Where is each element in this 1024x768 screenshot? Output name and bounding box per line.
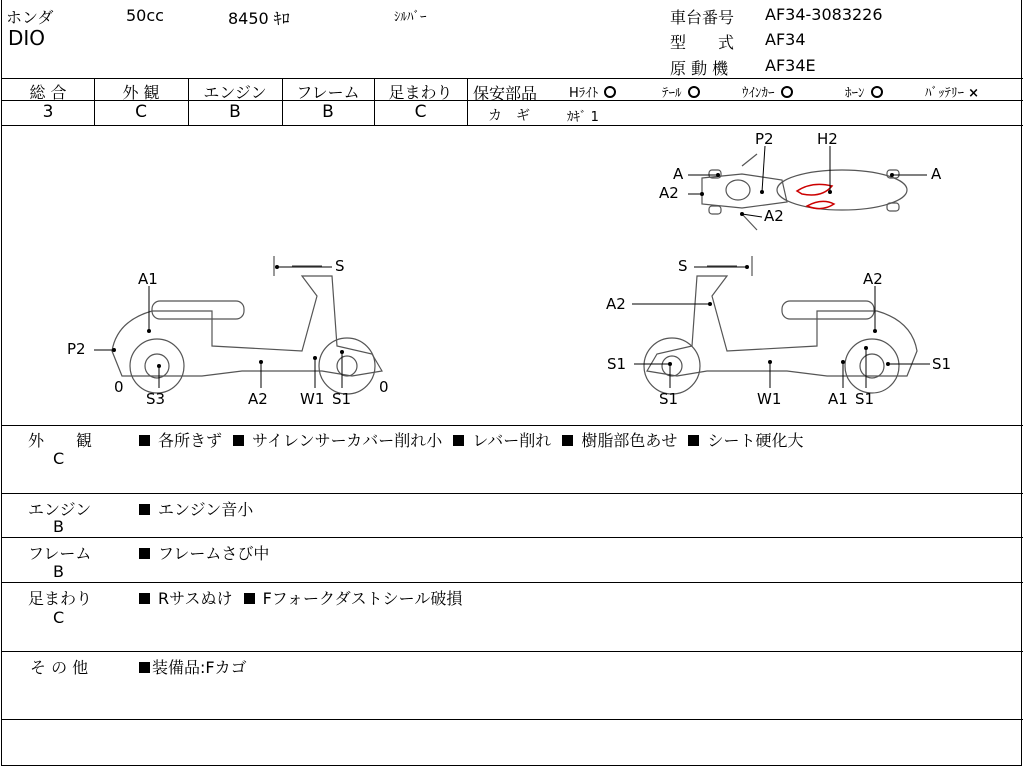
remark-grade: C (53, 449, 65, 468)
diagram-label: P2 (755, 130, 774, 148)
displacement: 50cc (126, 6, 164, 25)
diagram-label: A2 (764, 207, 784, 225)
diagram-label: A1 (828, 390, 848, 408)
remark-category: 足まわり (28, 589, 93, 608)
color: ｼﾙﾊﾞｰ (394, 10, 427, 25)
diagram-label: 0 (114, 378, 124, 396)
grade-engine: B (229, 102, 241, 122)
grade-overall: 3 (42, 102, 54, 122)
remark-items: 各所きず サイレンサーカバー削れ小 レバー削れ 樹脂部色あせ シート硬化大 (139, 428, 803, 451)
type-label: 型 式 (670, 33, 735, 52)
bullet-square-icon (562, 435, 573, 446)
grade-header-engine: エンジン (203, 83, 267, 102)
diagram-label: P2 (67, 340, 86, 358)
grade-header-overall: 総 合 (29, 83, 67, 102)
ng-cross-icon: × (968, 86, 980, 101)
divider (2, 719, 1023, 720)
remark-items: フレームさび中 (139, 541, 269, 564)
safety-label: 保安部品 (473, 84, 538, 103)
remark-items: 装備品:Fカゴ (139, 655, 247, 678)
divider (2, 425, 1023, 426)
divider (2, 78, 1023, 79)
bullet-square-icon (453, 435, 464, 446)
bullet-square-icon (244, 593, 255, 604)
divider (467, 78, 468, 125)
bullet-square-icon (139, 662, 150, 673)
grade-header-frame: フレーム (296, 83, 360, 102)
engine-label: 原 動 機 (670, 59, 729, 78)
grade-header-exterior: 外 観 (122, 83, 160, 102)
grade-suspension: C (414, 102, 427, 122)
bullet-square-icon (139, 435, 150, 446)
diagram-label: S1 (855, 390, 875, 408)
scooter-top-view (702, 154, 907, 230)
ok-circle-icon (604, 86, 616, 98)
bullet-square-icon (233, 435, 244, 446)
grade-exterior: C (135, 102, 147, 122)
diagram-label: A2 (606, 295, 626, 313)
key-label: カ ギ (488, 108, 530, 124)
diagram-label: S1 (932, 355, 952, 373)
remark-grade: B (53, 517, 64, 536)
diagram-label: S (335, 257, 345, 275)
frame-no: AF34-3083226 (765, 5, 883, 24)
safety-item-horn: ﾎｰﾝ (845, 82, 883, 101)
diagram-label: A2 (659, 184, 679, 202)
safety-item-headlight: Hﾗｲﾄ (569, 82, 616, 101)
bullet-square-icon (688, 435, 699, 446)
diagram-label: S1 (332, 390, 352, 408)
mileage: 8450 ｷﾛ (228, 9, 290, 28)
diagram-label: W1 (300, 390, 325, 408)
remark-category: 外 観 (28, 431, 93, 450)
type-value: AF34 (765, 30, 806, 49)
diagram-label: A (673, 165, 684, 183)
bullet-square-icon (139, 548, 150, 559)
diagram-label: A1 (138, 270, 158, 288)
divider (2, 651, 1023, 652)
grade-header-suspension: 足まわり (388, 83, 453, 102)
key-value: ｶｷﾞ 1 (567, 110, 599, 125)
bullet-square-icon (139, 504, 150, 515)
diagram-label: A2 (863, 270, 883, 288)
ok-circle-icon (781, 86, 793, 98)
grade-frame: B (322, 102, 334, 122)
bullet-square-icon (139, 593, 150, 604)
divider (2, 493, 1023, 494)
divider (2, 537, 1023, 538)
ok-circle-icon (688, 86, 700, 98)
remark-grade: C (53, 608, 65, 627)
remark-category: そ の 他 (30, 658, 89, 677)
remark-category: エンジン (28, 500, 92, 519)
diagram-label: H2 (817, 130, 838, 148)
diagram-label: W1 (757, 390, 782, 408)
diagram-label: S3 (146, 390, 166, 408)
ok-circle-icon (871, 86, 883, 98)
remark-category: フレーム (28, 544, 92, 563)
frame-no-label: 車台番号 (670, 8, 735, 27)
diagram-label: S1 (659, 390, 679, 408)
remark-items: エンジン音小 (139, 497, 253, 520)
inspection-sheet (1, 0, 1022, 766)
diagram-label: S1 (607, 355, 627, 373)
diagram-label: A (931, 165, 942, 183)
safety-item-battery: ﾊﾞｯﾃﾘｰ × (925, 86, 980, 101)
maker: ホンダ (6, 8, 54, 27)
engine-value: AF34E (765, 56, 816, 75)
divider (2, 582, 1023, 583)
safety-item-winker: ｳｲﾝｶｰ (742, 82, 793, 101)
remark-items: Rサスぬけ Fフォークダストシール破損 (139, 586, 462, 609)
diagram-label: A2 (248, 390, 268, 408)
remark-grade: B (53, 562, 64, 581)
model-name: DIO (8, 26, 46, 50)
diagram-label: S (678, 257, 688, 275)
safety-item-tail: ﾃｰﾙ (662, 82, 700, 101)
diagram-label: 0 (379, 378, 389, 396)
